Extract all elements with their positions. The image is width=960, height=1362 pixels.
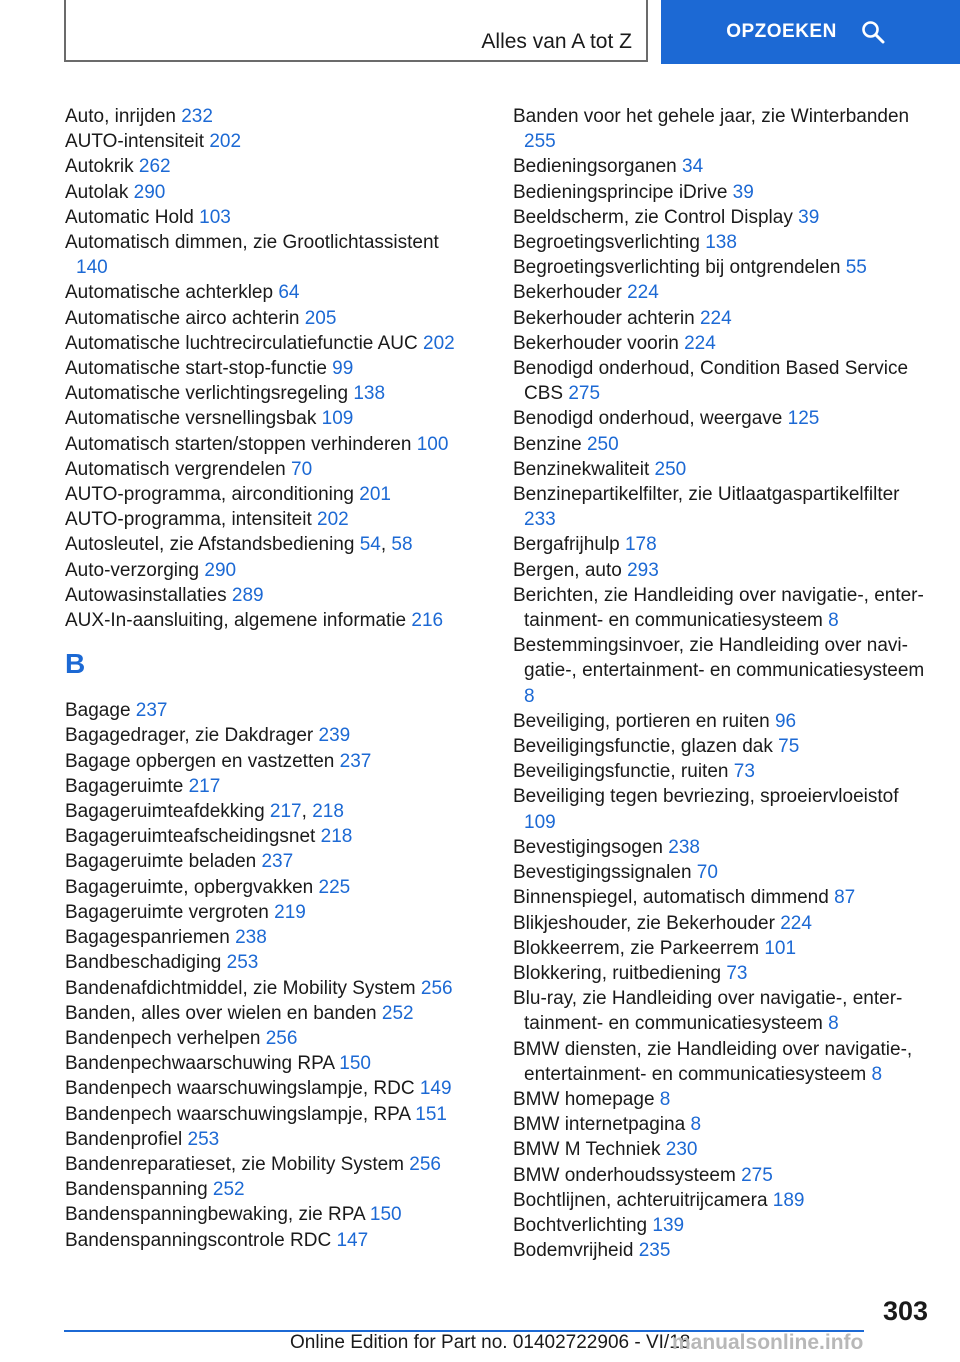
- index-entry: [65, 749, 475, 774]
- page-reference-link[interactable]: 54: [359, 534, 381, 556]
- page-reference-link[interactable]: 255: [524, 131, 556, 153]
- index-entry: [65, 104, 475, 129]
- page-reference-link[interactable]: 238: [235, 927, 267, 949]
- page-reference-link[interactable]: 189: [772, 1189, 805, 1211]
- index-entry: [513, 180, 933, 205]
- index-entry-text: Bedieningsprincipe iDrive: [513, 181, 728, 203]
- page-reference-link[interactable]: 235: [638, 1240, 671, 1262]
- index-entry: [65, 583, 475, 608]
- page-reference-link[interactable]: 237: [261, 851, 294, 873]
- index-entry-text: Beveiligingsfunctie, ruiten: [513, 761, 729, 783]
- index-entry-text: Binnenspiegel, automatisch dimmend: [513, 887, 829, 909]
- index-entry: [65, 774, 475, 799]
- index-entry: [65, 306, 475, 331]
- page-reference-link[interactable]: 150: [369, 1204, 402, 1226]
- search-button[interactable]: [661, 0, 960, 64]
- index-entry-text: Automatisch dimmen, zie Grootlichtassistent: [65, 232, 439, 254]
- page-reference-link[interactable]: 8: [690, 1114, 702, 1136]
- index-entry: [513, 1037, 933, 1087]
- page-reference-link[interactable]: 70: [291, 458, 313, 480]
- index-entry: [513, 784, 933, 834]
- index-entry-text: Automatic Hold: [65, 206, 194, 228]
- page-reference-link[interactable]: 202: [317, 509, 349, 531]
- page-reference-link[interactable]: 8: [828, 1013, 839, 1035]
- page-reference-link[interactable]: 252: [212, 1179, 245, 1201]
- index-entry: [513, 1238, 933, 1263]
- index-entry: [65, 723, 475, 748]
- section-tab-label: Alles van A tot Z: [481, 30, 632, 53]
- index-entry-text: Bandenreparatieset, zie Mobility System: [65, 1153, 404, 1175]
- page-reference-link[interactable]: 8: [871, 1063, 883, 1085]
- index-entry-text: Blokkeerrem, zie Parkeerrem: [513, 937, 760, 959]
- page-reference-link[interactable]: 250: [586, 433, 619, 455]
- index-entry-text: Bagageruimteafdekking: [65, 801, 265, 823]
- index-entry-text: Bagage opbergen en vastzetten: [65, 750, 335, 772]
- index-entry-text: Bagagespanriemen: [65, 927, 230, 949]
- index-entry: [65, 406, 475, 431]
- index-entry-text: Blikjeshouder, zie Bekerhouder: [513, 912, 775, 934]
- index-entry-text: Benzinekwaliteit: [513, 458, 650, 480]
- page-reference-link[interactable]: 103: [199, 206, 231, 228]
- index-entry-text: AUX-In-aansluiting, algemene informatie: [65, 610, 407, 632]
- index-entry-text: Bandenafdichtmiddel, zie Mobility System: [65, 977, 416, 999]
- index-entry: [65, 976, 475, 1001]
- index-entry-text: Benzine: [513, 433, 582, 455]
- index-entry-text: Bochtverlichting: [513, 1214, 648, 1236]
- page-reference-link[interactable]: 275: [741, 1164, 773, 1186]
- index-entry-text: BMW internetpagina: [513, 1114, 686, 1136]
- index-entry: [513, 482, 933, 532]
- page-reference-link[interactable]: 8: [828, 610, 839, 632]
- index-entry: [513, 961, 933, 986]
- index-entry-text: Automatisch starten/stoppen verhinderen: [65, 433, 412, 455]
- page-reference-link[interactable]: 218: [320, 826, 353, 848]
- page-reference-link[interactable]: 138: [353, 383, 386, 405]
- index-entry-text: Bergafrijhulp: [513, 534, 620, 556]
- index-entry: [65, 1127, 475, 1152]
- index-entry: [65, 230, 475, 280]
- index-entry: [65, 432, 475, 457]
- index-entry: [65, 1152, 475, 1177]
- index-entry-text: Blokkering, ruitbediening: [513, 962, 722, 984]
- page-reference-link[interactable]: 250: [654, 458, 687, 480]
- page-reference-link[interactable]: 101: [764, 937, 797, 959]
- index-column-right: [513, 104, 933, 1263]
- page-reference-link[interactable]: 147: [336, 1229, 369, 1251]
- index-entry-text: Blu-ray, zie Handleiding over navigatie-, entertainment- en communicatiesysteem: [513, 988, 903, 1035]
- index-entry-text: Beveiliging, portieren en ruiten: [513, 710, 770, 732]
- index-entry-text: Bandenpech verhelpen: [65, 1027, 261, 1049]
- index-entry-text: Automatische verlichtingsregeling: [65, 383, 349, 405]
- page-reference-link[interactable]: 233: [524, 509, 556, 531]
- index-entry-text: AUTO-intensiteit: [65, 131, 205, 153]
- index-entry: [513, 1213, 933, 1238]
- index-entry-text: Bevestigingsogen: [513, 836, 663, 858]
- page-reference-link[interactable]: 55: [845, 257, 867, 279]
- index-entry: [513, 709, 933, 734]
- index-entry: [513, 255, 933, 280]
- page-reference-link[interactable]: 239: [318, 725, 351, 747]
- page-reference-link[interactable]: 87: [834, 887, 856, 909]
- index-column-left: [65, 104, 475, 1253]
- index-entry-text: Automatische airco achterin: [65, 307, 300, 329]
- index-entry: [513, 1087, 933, 1112]
- index-entry: [65, 900, 475, 925]
- index-entry: [65, 1001, 475, 1026]
- page-reference-link[interactable]: 109: [524, 811, 556, 833]
- page-reference-link[interactable]: 275: [568, 383, 601, 405]
- index-entry: Autosleutel, zie Afstandsbediening 54, 58: [65, 534, 413, 556]
- index-entry: [65, 558, 475, 583]
- index-entry-text: Benodigd onderhoud, weergave: [513, 408, 783, 430]
- index-entry-text: Bagage: [65, 700, 131, 722]
- page-reference-link[interactable]: 256: [265, 1027, 298, 1049]
- index-entry-text: Benodigd onderhoud, Condition Based Service CBS: [513, 358, 909, 405]
- page-reference-link[interactable]: 290: [133, 181, 166, 203]
- page-reference-link[interactable]: 237: [135, 700, 168, 722]
- index-entry: [65, 1102, 475, 1127]
- page-reference-link[interactable]: 100: [416, 433, 449, 455]
- index-entry: [65, 950, 475, 975]
- index-entry: [513, 280, 933, 305]
- index-entry: [513, 356, 933, 406]
- page-reference-link[interactable]: 202: [423, 332, 455, 354]
- page-reference-link[interactable]: 138: [705, 232, 737, 254]
- index-entry: [65, 129, 475, 154]
- index-entry: [65, 608, 475, 633]
- index-entry: [65, 507, 475, 532]
- page-reference-link[interactable]: 256: [420, 977, 453, 999]
- index-entry: [513, 432, 933, 457]
- index-entry-text: Autowasinstallaties: [65, 584, 227, 606]
- index-entry-text: Bandenspanningbewaking, zie RPA: [65, 1204, 365, 1226]
- index-entry: [65, 849, 475, 874]
- index-entry-text: Bodemvrijheid: [513, 1240, 634, 1262]
- index-entry-text: Begroetingsverlichting bij ontgrendelen: [513, 257, 841, 279]
- page-reference-link[interactable]: 151: [415, 1103, 447, 1125]
- index-entry: [65, 154, 475, 179]
- page-reference-link[interactable]: 178: [624, 534, 657, 556]
- index-entry: [513, 1163, 933, 1188]
- page-reference-link[interactable]: 99: [332, 358, 354, 380]
- index-entry-text: Bandenpech waarschuwingslampje, RDC: [65, 1078, 415, 1100]
- page-reference-link[interactable]: 8: [659, 1088, 671, 1110]
- index-entry: [513, 230, 933, 255]
- page-reference-link[interactable]: 217: [269, 801, 302, 823]
- page-number: 303: [882, 1296, 928, 1326]
- index-entry: [65, 482, 475, 507]
- index-entry-text: Auto-verzorging: [65, 559, 200, 581]
- index-entry-text: Beeldscherm, zie Control Display: [513, 206, 793, 228]
- index-entry: [65, 1177, 475, 1202]
- section-tab[interactable]: [64, 0, 648, 62]
- index-entry: [513, 1112, 933, 1137]
- index-entry-text: Autosleutel, zie Afstandsbediening: [65, 534, 355, 556]
- index-entry: [65, 1076, 475, 1101]
- index-entry-text: Bekerhouder achterin: [513, 307, 695, 329]
- search-button-label: OPZOEKEN: [726, 21, 837, 42]
- index-entry: [65, 356, 475, 381]
- page-reference-link[interactable]: 139: [652, 1214, 685, 1236]
- index-entry: [65, 1026, 475, 1051]
- index-entry: [65, 1202, 475, 1227]
- index-entry: [65, 698, 475, 723]
- page-reference-link[interactable]: 252: [381, 1002, 414, 1024]
- index-entry: [513, 306, 933, 331]
- watermark-logo: manualsonline.info: [672, 1331, 864, 1354]
- page-reference-link[interactable]: 202: [209, 131, 242, 153]
- index-entry: [65, 925, 475, 950]
- page-reference-link[interactable]: 73: [726, 962, 748, 984]
- page-reference-link[interactable]: 224: [780, 912, 812, 934]
- index-entry: [65, 280, 475, 305]
- page-reference-link[interactable]: 289: [231, 584, 264, 606]
- index-entry: Bagageruimteafdekking 217, 218: [65, 801, 344, 823]
- index-entry: [65, 1228, 475, 1253]
- index-entry-text: Autolak: [65, 181, 129, 203]
- index-entry-text: Bochtlijnen, achteruitrijcamera: [513, 1189, 768, 1211]
- page-reference-link[interactable]: 217: [188, 775, 221, 797]
- index-entry-text: Bandbeschadiging: [65, 952, 222, 974]
- page-reference-link[interactable]: 140: [76, 257, 108, 279]
- index-entry-text: Autokrik: [65, 156, 134, 178]
- index-entry-text: Bagageruimteafscheidingsnet: [65, 826, 316, 848]
- page-reference-link[interactable]: 225: [318, 876, 351, 898]
- page-reference-link[interactable]: 39: [732, 181, 754, 203]
- index-entry-text: Automatische versnellingsbak: [65, 408, 317, 430]
- index-entry: [65, 1051, 475, 1076]
- index-entry-text: Automatische achterklep: [65, 282, 274, 304]
- page-reference-link[interactable]: 150: [339, 1053, 371, 1075]
- index-entry-text: BMW M Techniek: [513, 1139, 661, 1161]
- page-reference-link[interactable]: 96: [774, 710, 797, 732]
- page-reference-link[interactable]: 256: [409, 1153, 441, 1175]
- index-entry-text: Beveiliging tegen bevriezing, sproeiervloeistof: [513, 786, 899, 808]
- index-entry: [513, 1188, 933, 1213]
- page-reference-link[interactable]: 224: [684, 332, 716, 354]
- index-entry-text: Banden, alles over wielen en banden: [65, 1002, 377, 1024]
- page-reference-link[interactable]: 34: [682, 156, 704, 178]
- index-entry-text: Bandenpechwaarschuwing RPA: [65, 1053, 334, 1075]
- index-entry-text: BMW diensten, zie Handleiding over navigatie-, entertainment- en communicatiesysteem: [513, 1038, 913, 1085]
- index-entry-text: AUTO-programma, intensiteit: [65, 509, 312, 531]
- index-entry: [65, 875, 475, 900]
- index-entry-text: Berichten, zie Handleiding over navigatie-, entertainment- en communicatiesysteem: [513, 584, 924, 632]
- index-entry: [65, 205, 475, 230]
- page-reference-link[interactable]: 230: [665, 1139, 698, 1161]
- index-entry: [513, 986, 933, 1036]
- header: [0, 0, 960, 66]
- page-reference-link[interactable]: 216: [411, 610, 444, 632]
- index-entry-text: Automatische luchtrecirculatiefunctie AUC: [65, 332, 418, 354]
- index-entry-text: Bandenspanning: [65, 1179, 208, 1201]
- page-reference-link[interactable]: 290: [204, 559, 237, 581]
- index-entry: [513, 759, 933, 784]
- index-entry-text: BMW homepage: [513, 1088, 655, 1110]
- index-entry-text: Begroetingsverlichting: [513, 232, 700, 254]
- index-entry-text: Beveiligingsfunctie, glazen dak: [513, 736, 773, 758]
- index-list-right: [513, 104, 933, 1263]
- index-entry: [513, 936, 933, 961]
- page-reference-link[interactable]: 125: [787, 408, 820, 430]
- index-entry-text: Bevestigingssignalen: [513, 862, 692, 884]
- page-reference-link[interactable]: 64: [278, 282, 300, 304]
- index-entry: [513, 558, 933, 583]
- index-entry: [513, 532, 933, 557]
- index-entry-text: Bandenspanningscontrole RDC: [65, 1229, 332, 1251]
- index-entry-text: Banden voor het gehele jaar, zie Winterbanden: [513, 106, 910, 127]
- index-entry: [513, 633, 933, 709]
- index-entry: [513, 154, 933, 179]
- index-entry: [513, 104, 933, 154]
- page-reference-link[interactable]: 219: [274, 901, 306, 923]
- page-reference-link[interactable]: 253: [226, 952, 259, 974]
- page-reference-link[interactable]: 232: [181, 106, 213, 127]
- page-reference-link[interactable]: 58: [391, 534, 413, 556]
- index-entry: [513, 734, 933, 759]
- index-entry-text: Automatisch vergrendelen: [65, 458, 286, 480]
- index-entry-text: Bandenpech waarschuwingslampje, RPA: [65, 1103, 411, 1125]
- page-reference-link[interactable]: 149: [419, 1078, 452, 1100]
- page-reference-link[interactable]: 75: [778, 736, 800, 758]
- index-letter-heading: B: [65, 648, 86, 680]
- index-entry: [513, 860, 933, 885]
- index-entry-text: BMW onderhoudssysteem: [513, 1164, 736, 1186]
- page-reference-link[interactable]: 73: [733, 761, 755, 783]
- page-reference-link[interactable]: 39: [798, 206, 820, 228]
- page-reference-link[interactable]: 205: [304, 307, 337, 329]
- index-list-b: [65, 698, 475, 1252]
- index-entry: [513, 1137, 933, 1162]
- index-entry-text: Bandenprofiel: [65, 1128, 183, 1150]
- index-entry: [65, 824, 475, 849]
- index-entry-text: Bekerhouder voorin: [513, 332, 679, 354]
- page-reference-link[interactable]: 238: [668, 836, 700, 858]
- index-entry: [65, 331, 475, 356]
- index-entry-text: Bekerhouder: [513, 282, 622, 304]
- page-reference-link[interactable]: 237: [339, 750, 372, 772]
- page-reference-link[interactable]: 262: [138, 156, 171, 178]
- page-reference-link[interactable]: 218: [312, 801, 344, 823]
- index-entry: [65, 457, 475, 482]
- page-reference-link[interactable]: 70: [696, 862, 718, 884]
- page-reference-link[interactable]: 253: [187, 1128, 220, 1150]
- index-list-a: [65, 104, 475, 633]
- index-entry: [513, 331, 933, 356]
- page-reference-link[interactable]: 224: [627, 282, 659, 304]
- index-entry: [513, 835, 933, 860]
- index-entry-text: Bestemmingsinvoer, zie Handleiding over navigatie-, entertainment- en communicatiesysteem: [513, 635, 925, 682]
- magnifier-icon: [861, 20, 885, 44]
- index-entry-text: Bagageruimte beladen: [65, 851, 257, 873]
- index-entry: [513, 205, 933, 230]
- index-entry: [513, 911, 933, 936]
- page-reference-link[interactable]: 293: [627, 559, 659, 581]
- index-entry-text: Bagagedrager, zie Dakdrager: [65, 725, 314, 747]
- index-entry-text: Automatische start-stop-functie: [65, 358, 327, 380]
- index-entry-text: Bagageruimte: [65, 775, 184, 797]
- index-entry: [513, 583, 933, 633]
- index-entry-text: Bergen, auto: [513, 559, 622, 581]
- index-entry-text: Bagageruimte vergroten: [65, 901, 269, 923]
- page-reference-link[interactable]: 109: [321, 408, 354, 430]
- index-entry-text: AUTO-programma, airconditioning: [65, 484, 354, 506]
- index-entry: [513, 457, 933, 482]
- page-reference-link[interactable]: 224: [699, 307, 732, 329]
- index-entry: [513, 885, 933, 910]
- page-reference-link[interactable]: 8: [524, 685, 535, 707]
- index-entry: [513, 406, 933, 431]
- index-entry-text: Bagageruimte, opbergvakken: [65, 876, 314, 898]
- edition-text: Online Edition for Part no. 01402722906 - VI/18: [290, 1332, 691, 1353]
- index-entry-text: Auto, inrijden: [65, 106, 176, 127]
- index-entry: [65, 381, 475, 406]
- page-reference-link[interactable]: 201: [359, 484, 391, 506]
- index-entry-text: Bedieningsorganen: [513, 156, 677, 178]
- index-entry-text: Benzinepartikelfilter, zie Uitlaatgaspartikelfilter: [513, 484, 900, 506]
- index-entry: [65, 180, 475, 205]
